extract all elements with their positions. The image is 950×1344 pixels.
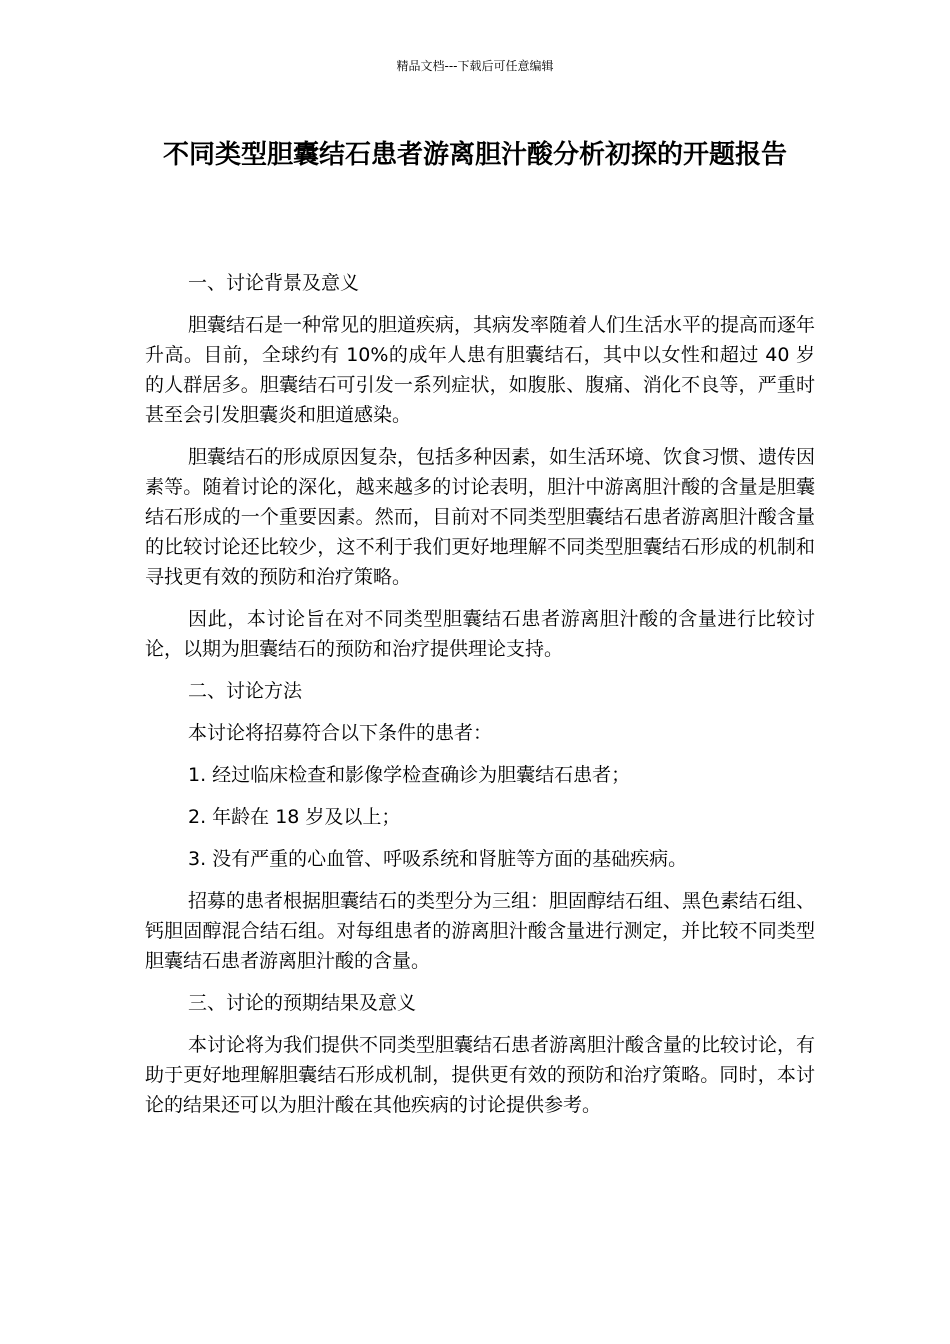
section-heading-methods: 二、讨论方法 bbox=[188, 680, 303, 702]
document-body bbox=[145, 268, 815, 1132]
document-title: 不同类型胆囊结石患者游离胆汁酸分析初探的开题报告 bbox=[162, 140, 787, 170]
paragraph-methods-intro: 本讨论将招募符合以下条件的患者： bbox=[188, 722, 493, 744]
section-heading-expected-results: 三、讨论的预期结果及意义 bbox=[188, 992, 417, 1014]
paragraph-background-1: 胆囊结石是一种常见的胆道疾病，其病发率随着人们生活水平的提高而逐年升高。目前，全球约有 10%的成年人患有胆囊结石，其中以女性和超过 40 岁的人群居多。胆囊结石可引发一系列症状，如腹胀、腹痛、消化不良等，严重时甚至会引发胆囊炎和胆道感染。 bbox=[145, 314, 816, 426]
criteria-item-3: 3. 没有严重的心血管、呼吸系统和肾脏等方面的基础疾病。 bbox=[188, 848, 688, 870]
paragraph-background-2: 胆囊结石的形成原因复杂，包括多种因素，如生活环境、饮食习惯、遗传因素等。随着讨论的深化，越来越多的讨论表明，胆汁中游离胆汁酸的含量是胆囊结石形成的一个重要因素。然而，目前对不同类型胆囊结石患者游离胆汁酸含量的比较讨论还比较少，这不利于我们更好地理解不同类型胆囊结石形成的机制和寻找更有效的预防和治疗策略。 bbox=[145, 446, 816, 588]
page-header: 精品文档---下载后可任意编辑 bbox=[396, 59, 554, 73]
paragraph-expected-results: 本讨论将为我们提供不同类型胆囊结石患者游离胆汁酸含量的比较讨论，有助于更好地理解胆囊结石形成机制，提供更有效的预防和治疗策略。同时，本讨论的结果还可以为胆汁酸在其他疾病的讨论提供参考。 bbox=[145, 1034, 816, 1116]
criteria-item-2: 2. 年龄在 18 岁及以上； bbox=[188, 806, 401, 828]
section-heading-background: 一、讨论背景及意义 bbox=[188, 272, 360, 294]
paragraph-background-3: 因此，本讨论旨在对不同类型胆囊结石患者游离胆汁酸的含量进行比较讨论，以期为胆囊结石的预防和治疗提供理论支持。 bbox=[145, 608, 815, 660]
paragraph-methods-groups: 招募的患者根据胆囊结石的类型分为三组：胆固醇结石组、黑色素结石组、钙胆固醇混合结石组。对每组患者的游离胆汁酸含量进行测定，并比较不同类型胆囊结石患者游离胆汁酸的含量。 bbox=[145, 890, 816, 972]
criteria-item-1: 1. 经过临床检查和影像学检查确诊为胆囊结石患者； bbox=[188, 764, 631, 786]
